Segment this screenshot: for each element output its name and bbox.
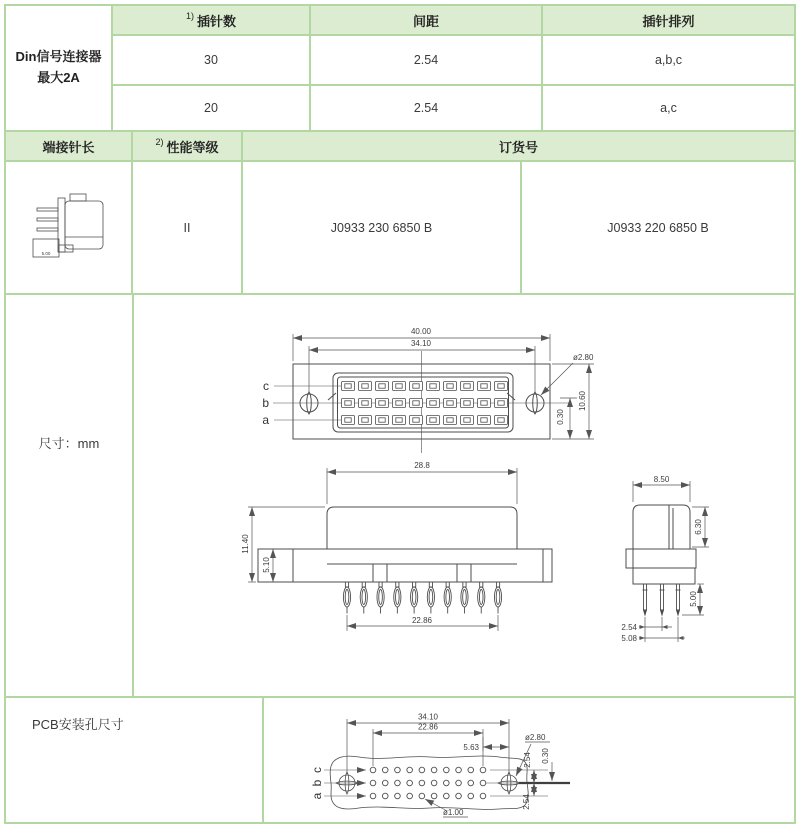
pcb-dim-edge: 5.63: [462, 743, 479, 752]
side-pins: [343, 582, 501, 614]
termination-pin-thumbnail-drawing: [21, 187, 116, 269]
end-view: [621, 475, 709, 643]
pcb-row-label-c: c: [309, 767, 324, 773]
arrangement-value: a,b,c: [543, 36, 794, 84]
header-pin-count: 1) 插针数: [113, 6, 309, 34]
end-dim-width: 8.50: [653, 475, 670, 484]
header-performance-grade: 2) 性能等级: [133, 132, 241, 160]
pin-count-value: 20: [113, 86, 309, 130]
front-row-label-b: b: [262, 396, 269, 410]
order-table-body: [6, 162, 794, 293]
datasheet: [4, 4, 796, 824]
side-dim-pin: 5.10: [262, 557, 271, 573]
header-order-number: 订货号: [243, 132, 794, 160]
dimensions-label: 尺寸：mm: [6, 295, 132, 696]
product-name: Din信号连接器: [15, 49, 102, 65]
product-cell: [6, 6, 111, 130]
pcb-pin-holes: [370, 767, 486, 799]
termination-pin-thumbnail-cell: [6, 162, 131, 293]
pcb-dim-offset: 0.30: [540, 748, 550, 764]
grade-value: II: [133, 162, 241, 293]
pcb-dim-pin-hole: ø1.00: [442, 808, 463, 817]
pcb-drawing-cell: [264, 698, 794, 822]
footnote-1-marker: 1): [185, 11, 194, 21]
front-row-label-c: c: [263, 379, 269, 393]
arrow: [640, 625, 646, 629]
pin-count-value: 30: [113, 36, 309, 84]
dimension-drawings: [136, 295, 792, 696]
side-body-outline: [258, 507, 552, 582]
arrow: [640, 636, 646, 640]
order-number-2: J0933 220 6850 B: [522, 162, 794, 293]
order-number-1: J0933 230 6850 B: [243, 162, 520, 293]
front-row-label-a: a: [262, 413, 269, 427]
pitch-value: 2.54: [311, 86, 541, 130]
pcb-dim-row-ba: 2.54: [521, 794, 531, 810]
end-dim-pitch: 2.54: [621, 623, 637, 632]
arrow: [678, 636, 684, 640]
pcb-row-label-a: a: [309, 792, 324, 800]
front-view: [262, 327, 594, 453]
arrow: [662, 625, 668, 629]
footnote-2-marker: 2): [155, 137, 164, 147]
thumb-dim-label: 5.00: [41, 250, 51, 256]
dimensions-section: [6, 295, 794, 696]
end-body-outline: [626, 505, 696, 584]
pcb-dim-row-cb: 2.54: [522, 752, 532, 768]
product-rating: 最大2A: [37, 70, 80, 85]
thumb-connector-outline: [33, 194, 103, 257]
end-dim-pin: 5.00: [689, 591, 698, 607]
front-dim-height: 10.60: [578, 390, 587, 412]
end-dim-span: 5.08: [621, 634, 637, 643]
front-dim-offset: 0.30: [556, 409, 565, 425]
front-dim-width: 40.00: [410, 327, 432, 336]
front-dim-inner: 34.10: [410, 339, 432, 348]
header-pitch: 间距: [311, 6, 541, 34]
header-arrangement: 插针排列: [543, 6, 794, 34]
side-dim-span: 22.86: [411, 616, 433, 625]
pcb-dim-inner: 34.10: [417, 712, 438, 722]
pitch-value: 2.54: [311, 36, 541, 84]
order-table-header: [6, 132, 794, 160]
side-view: [241, 461, 552, 631]
pcb-row-label-b: b: [309, 779, 324, 787]
pcb-label: PCB安装孔尺寸: [6, 698, 262, 822]
pcb-section: [6, 698, 794, 822]
header-termination-length: 端接针长: [6, 132, 131, 160]
end-dim-height: 6.30: [694, 519, 703, 535]
end-pins: [643, 584, 681, 615]
dimension-drawings-cell: [134, 295, 794, 696]
pcb-hole-drawing: [267, 698, 792, 822]
spec-table: [6, 6, 794, 130]
pcb-row-leaders: [324, 770, 548, 796]
side-dim-width: 28.8: [414, 461, 430, 470]
arrangement-value: a,c: [543, 86, 794, 130]
side-dim-height: 11.40: [241, 534, 250, 554]
front-dim-hole: ø2.80: [573, 353, 594, 362]
pcb-dim-span: 22.86: [417, 722, 438, 732]
pcb-dim-hole: ø2.80: [524, 733, 545, 742]
